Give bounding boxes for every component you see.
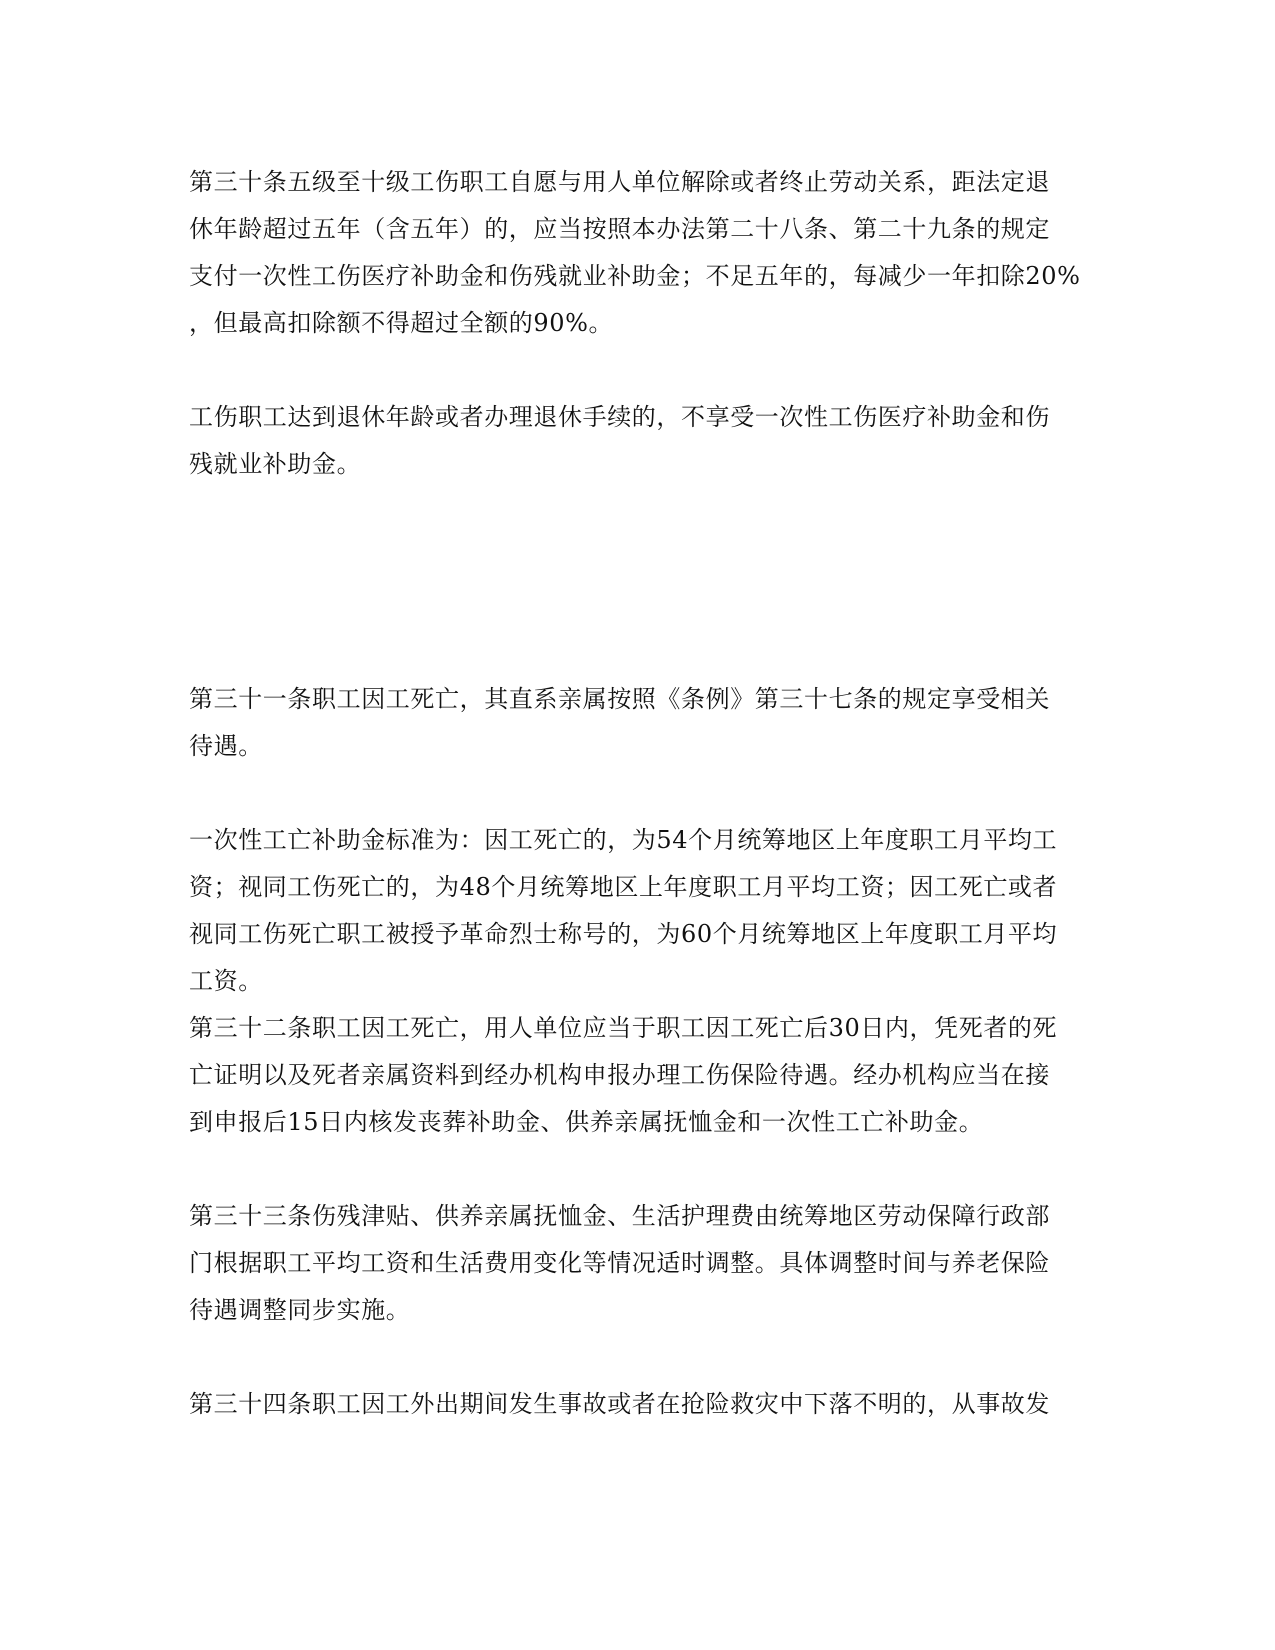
text-line: 工伤职工达到退休年龄或者办理退休手续的，不享受一次性工伤医疗补助金和伤 <box>189 403 1050 431</box>
text-line: 残就业补助金。 <box>189 450 362 478</box>
text-line: 第三十四条职工因工外出期间发生事故或者在抢险救灾中下落不明的，从事故发 <box>189 1390 1050 1418</box>
text-line: 休年龄超过五年（含五年）的，应当按照本办法第二十八条、第二十九条的规定 <box>189 215 1050 243</box>
text-line: 支付一次性工伤医疗补助金和伤残就业补助金；不足五年的，每减少一年扣除20% <box>189 262 1081 290</box>
text-line: 亡证明以及死者亲属资料到经办机构申报办理工伤保险待遇。经办机构应当在接 <box>189 1061 1050 1089</box>
text-line: ，但最高扣除额不得超过全额的90%。 <box>189 309 614 337</box>
text-line: 待遇。 <box>189 732 263 760</box>
text-line: 待遇调整同步实施。 <box>189 1296 411 1324</box>
text-line: 第三十三条伤残津贴、供养亲属抚恤金、生活护理费由统筹地区劳动保障行政部 <box>189 1202 1050 1230</box>
text-line: 视同工伤死亡职工被授予革命烈士称号的，为60个月统筹地区上年度职工月平均 <box>189 920 1058 948</box>
text-line: 一次性工亡补助金标准为：因工死亡的，为54个月统筹地区上年度职工月平均工 <box>189 826 1058 854</box>
text-line: 到申报后15日内核发丧葬补助金、供养亲属抚恤金和一次性工亡补助金。 <box>189 1108 984 1136</box>
text-line: 工资。 <box>189 967 263 995</box>
text-line: 第三十条五级至十级工伤职工自愿与用人单位解除或者终止劳动关系，距法定退 <box>189 168 1050 196</box>
text-line: 资；视同工伤死亡的，为48个月统筹地区上年度职工月平均工资；因工死亡或者 <box>189 873 1058 901</box>
text-line: 第三十一条职工因工死亡，其直系亲属按照《条例》第三十七条的规定享受相关 <box>189 685 1050 713</box>
text-line: 第三十二条职工因工死亡，用人单位应当于职工因工死亡后30日内，凭死者的死 <box>189 1014 1058 1042</box>
text-line: 门根据职工平均工资和生活费用变化等情况适时调整。具体调整时间与养老保险 <box>189 1249 1050 1277</box>
